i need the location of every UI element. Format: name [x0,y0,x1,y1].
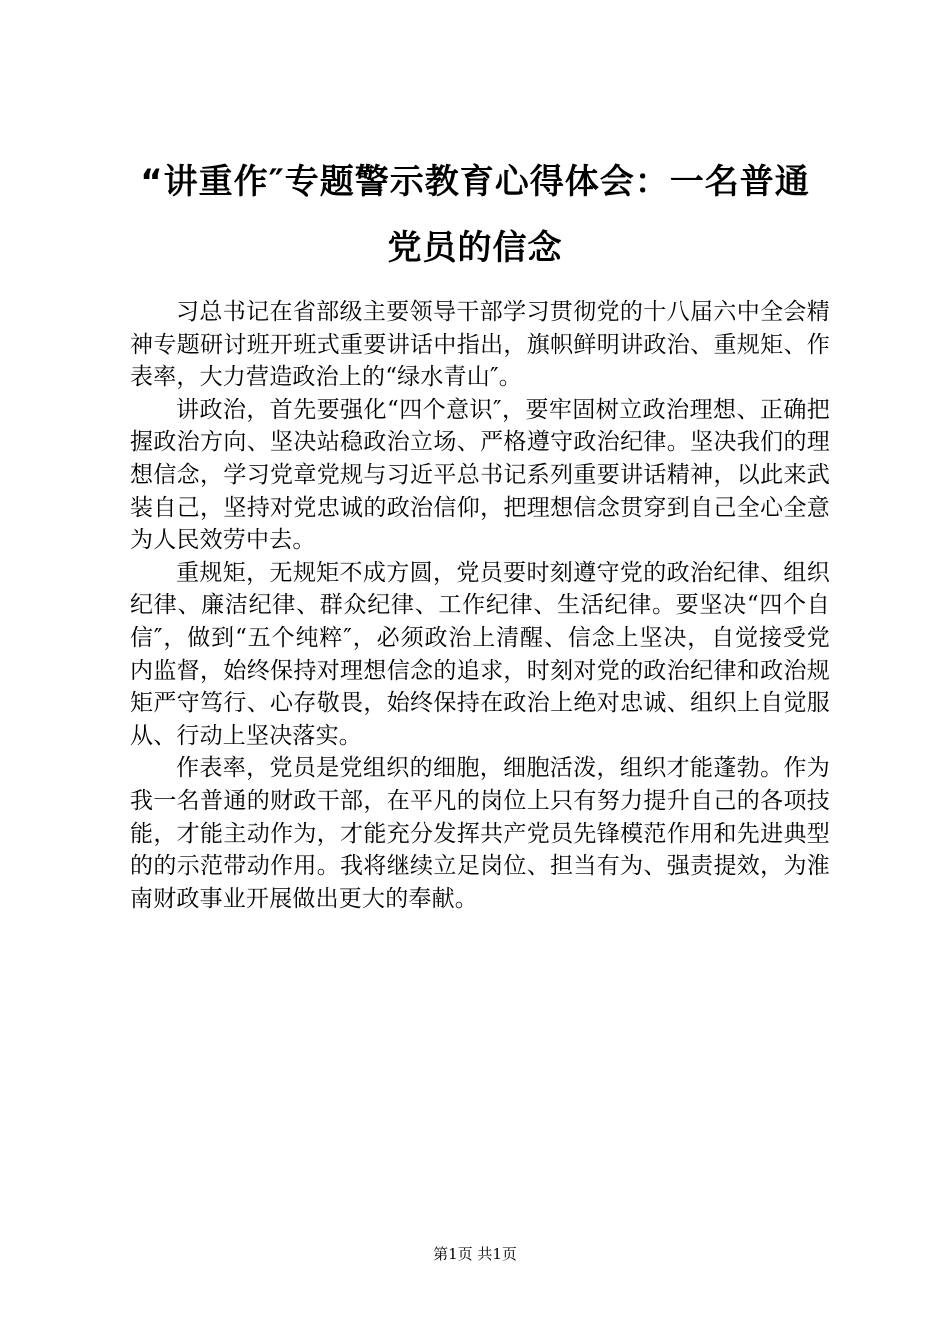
document-title [120,160,830,270]
body-paragraph: 重规矩，无规矩不成方圆，党员要时刻遵守党的政治纪律、组织纪律、廉洁纪律、群众纪律、工作纪律、生活纪律。要坚决“四个自信″，做到“五个纯粹″，必须政治上清醒、信念上坚决，自觉接受党内监督，始终保持对理想信念的追求，时刻对党的政治纪律和政治规矩严守笃行、心存敬畏，始终保持在政治上绝对忠诚、组织上自觉服从、行动上坚决落实。 [130,559,830,749]
title-line-2: 党员的信念 [387,228,563,268]
title-line-1: “讲重作″专题警示教育心得体会：一名普通 [140,162,810,202]
body-paragraph: 习总书记在省部级主要领导干部学习贯彻党的十八届六中全会精神专题研讨班开班式重要讲话中指出，旗帜鲜明讲政治、重规矩、作表率，大力营造政治上的“绿水青山″。 [130,299,830,391]
body-paragraph: 作表率，党员是党组织的细胞，细胞活泼，组织才能蓬勃。作为我一名普通的财政干部，在平凡的岗位上只有努力提升自己的各项技能，才能主动作为，才能充分发挥共产党员先锋模范作用和先进典型的的示范带动作用。我将继续立足岗位、担当有为、强责提效，为淮南财政事业开展做出更大的奉献。 [130,755,830,912]
page-footer: 第1页 共1页 [433,1245,517,1263]
body-paragraph: 讲政治，首先要强化“四个意识″，要牢固树立政治理想、正确把握政治方向、坚决站稳政治立场、严格遵守政治纪律。坚决我们的理想信念，学习党章党规与习近平总书记系列重要讲话精神，以此来武装自己，坚持对党忠诚的政治信仰，把理想信念贯穿到自己全心全意为人民效劳中去。 [130,396,830,554]
document-body [130,296,830,915]
